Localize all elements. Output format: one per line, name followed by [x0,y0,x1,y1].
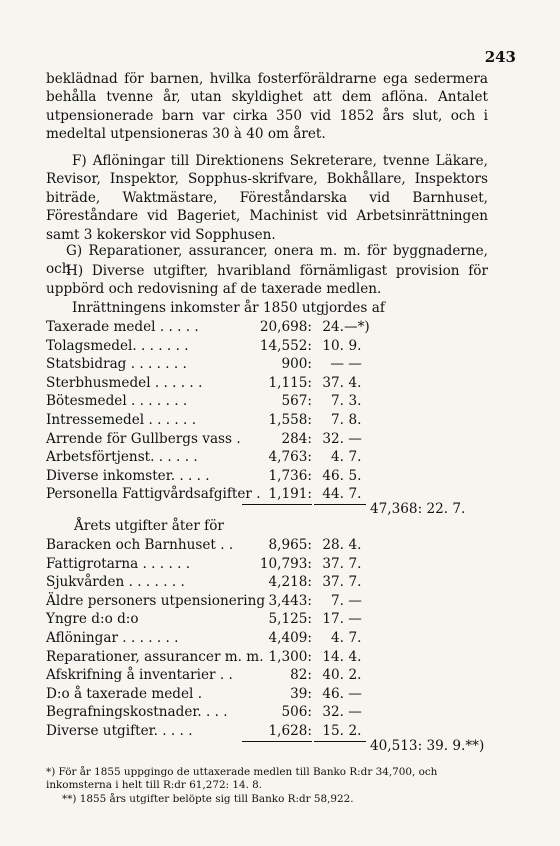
income-label: Personella Fattigvårdsafgifter . [46,486,261,503]
expenses-label: Aflöningar . . . . . . . [46,629,179,646]
income-label: Statsbidrag . . . . . . . [46,356,187,373]
expenses-value: 3,443: [268,592,312,609]
income-value: 4. [331,449,344,466]
income-label: Taxerade medel . . . . . [46,319,199,335]
expenses-value: 1,300: [268,648,312,665]
income-value: 20,698: [259,319,312,335]
expenses-value: 37. [322,555,344,572]
income-value: 24. [322,319,344,335]
paragraph-repairs: G) Reparationer, assurancer, onera m. m. för byggnaderne, och [46,243,488,278]
income-value: 7. [348,449,362,466]
expenses-total: 40,513: 39. 9.**) [370,738,485,754]
expenses-value: 17. [322,611,344,628]
income-value: 8. [348,411,362,428]
expenses-value: 40. [322,667,344,684]
expenses-value: 1,628: [242,722,312,742]
expenses-value: 37. [322,574,344,591]
expenses-value: — [348,611,362,628]
expenses-label: Baracken och Barnhuset . . [46,537,234,553]
expenses-label: Afskrifning å inventarier . . [46,667,233,684]
expenses-value: — [348,592,362,609]
expenses-value: 2. [344,722,366,742]
expenses-value: 39: [290,685,312,702]
expenses-value: 14. [322,648,344,665]
expenses-label: Reparationer, assurancer m. m. [46,648,264,665]
income-value: 1,115: [268,374,312,391]
expenses-value: 4. [348,648,362,665]
income-value: 32. [322,430,344,447]
income-label: Tolagsmedel. . . . . . . [46,337,189,354]
income-label: Intressemedel . . . . . . [46,411,197,428]
expenses-value: 506: [281,704,312,721]
expenses-value: 4. [348,537,362,553]
expenses-heading: Årets utgifter åter för [74,518,224,534]
expenses-value: 32. [322,704,344,721]
expenses-value: 82: [290,667,312,684]
expenses-value: 10,793: [259,555,312,572]
expenses-value: 46. [322,685,344,702]
income-value: 1,191: [242,485,312,505]
income-value: — [348,430,362,447]
income-value: 37. [322,374,344,391]
income-value: 5. [348,467,362,484]
income-value: 900: [281,356,312,373]
income-label: Sterbhusmedel . . . . . . [46,374,203,391]
income-value: 4. [348,374,362,391]
expenses-value: 4,218: [268,574,312,591]
expenses-value: 4. [331,629,344,646]
expenses-value: 28. [322,537,344,553]
income-value: 4,763: [268,449,312,466]
paragraph-children-clothing: beklädnad för barnen, hvilka fosterföräldrarne ega sedermera behålla tvenne år, utan skyldighet att dem aflöna. Antalet utpensionerade barn var cirka 350 vid 1852 års slut, och i medeltal utpensioneras 30 à 40 om året. [46,71,488,143]
expenses-label: Sjukvården . . . . . . . [46,574,185,591]
expenses-value: — [348,685,362,702]
income-value: 7. [331,411,344,428]
income-value: 1,736: [268,467,312,484]
expenses-value: 4,409: [268,629,312,646]
income-value: 7. [344,485,366,505]
income-value: 46. [322,467,344,484]
paragraph-misc-expenses: H) Diverse utgifter, hvaribland förnämligast provision för uppbörd och redovisning af de taxerade medlen. [46,263,488,298]
paragraph-salaries: F) Aflöningar till Direktionens Sekreterare, tvenne Läkare, Revisor, Inspektor, Sopphus-skrifvare, Bokhållare, Inspektors biträde, Waktmästare, Föreståndarska vid Barnhuset, Föreståndare vid Bageriet, Machinist vid Arbetsinrättningen samt 3 kokerskor vid Sopphusen. [46,153,488,243]
income-value: 1,558: [268,411,312,428]
expenses-label: Fattigrotarna . . . . . . [46,555,191,572]
income-label: Bötesmedel . . . . . . . [46,393,188,410]
expenses-value: 7. [348,555,362,572]
income-value: —*) [344,319,370,335]
expenses-label: Diverse utgifter. . . . . [46,722,193,739]
income-label: Arbetsförtjenst. . . . . . [46,449,198,466]
expenses-value: 8,965: [268,537,312,553]
expenses-label: Äldre personers utpensionering [46,592,266,609]
expenses-label: Begrafningskostnader. . . . [46,704,228,721]
footnote-2: **) 1855 års utgifter belöpte sig till Banko R:dr 58,922. [62,793,354,805]
expenses-label: D:o å taxerade medel . [46,685,203,702]
expenses-value: 7. [348,574,362,591]
income-value: 7. [331,393,344,410]
expenses-value: 7. [331,592,344,609]
expenses-value: 15. [314,722,344,742]
income-value: — [348,356,362,373]
income-value: — [330,356,344,373]
income-value: 10. [322,337,344,354]
income-label: Arrende för Gullbergs vass . [46,430,241,447]
income-value: 14,552: [259,337,312,354]
expenses-value: — [348,704,362,721]
expenses-label: Yngre d:o d:o [46,611,139,628]
income-value: 567: [281,393,312,410]
income-value: 9. [348,337,362,354]
income-value: 284: [281,430,312,447]
income-total: 47,368: 22. 7. [370,501,466,517]
income-value: 3. [348,393,362,410]
expenses-value: 7. [348,629,362,646]
income-value: 44. [314,485,344,505]
page-number: 243 [484,48,516,66]
expenses-value: 5,125: [268,611,312,628]
income-heading: Inrättningens inkomster år 1850 utgjordes af [72,300,385,316]
income-label: Diverse inkomster. . . . . [46,467,210,484]
expenses-value: 2. [348,667,362,684]
footnote-1: *) För år 1855 uppgingo de uttaxerade medlen till Banko R:dr 34,700, och inkomsterna i helt till R:dr 61,272: 14. 8. [46,766,438,791]
